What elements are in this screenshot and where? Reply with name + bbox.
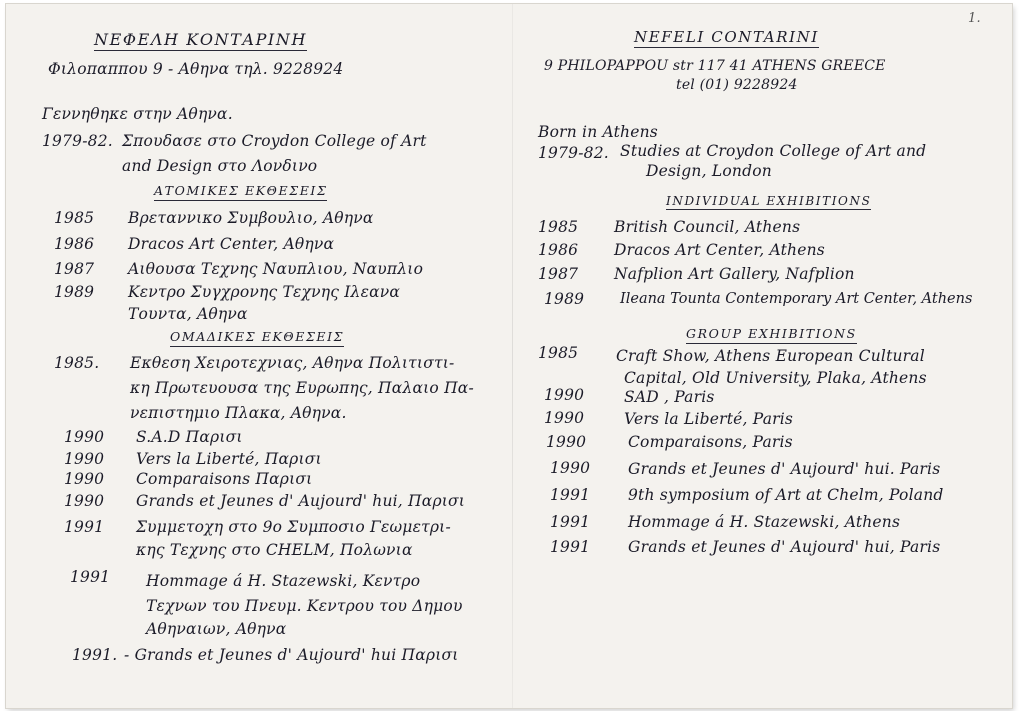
- greek-individual-year: 1985: [54, 209, 95, 227]
- greek-group-entry: Εκθεση Χειροτεχνιας, Αθηνα Πολιτιστι-: [130, 354, 455, 372]
- document-sheet: [6, 4, 1012, 708]
- greek-group-year: 1985.: [54, 354, 100, 372]
- greek-group-year: 1990: [64, 450, 105, 468]
- english-group-heading: GROUP EXHIBITIONS: [686, 328, 857, 344]
- english-individual-entry: British Council, Athens: [614, 218, 801, 236]
- english-group-year: 1990: [546, 433, 587, 451]
- english-study-line-2: Design, London: [646, 162, 772, 180]
- greek-individual-entry: Αιθουσα Τεχνης Ναυπλιου, Ναυπλιο: [128, 260, 424, 278]
- greek-study-line-2: and Design στο Λονδινο: [122, 157, 318, 175]
- greek-group-year: 1990: [64, 428, 105, 446]
- english-group-entry: Craft Show, Athens European Cultural: [616, 347, 925, 365]
- greek-group-entry-cont: κης Τεχνης στο CHELM, Πολωνια: [136, 541, 413, 559]
- english-address-line-1: 9 PHILOPAPPOU str 117 41 ATHENS GREECE: [544, 58, 886, 74]
- english-group-year: 1991: [550, 513, 591, 531]
- greek-group-entry: Συμμετοχη στο 9ο Συμποσιο Γεωμετρι-: [136, 518, 451, 536]
- english-individual-entry: Dracos Art Center, Athens: [614, 241, 825, 259]
- english-address-line-2: tel (01) 9228924: [676, 77, 798, 93]
- greek-individual-year: 1986: [54, 235, 95, 253]
- english-individual-entry: Ileana Tounta Contemporary Art Center, Athens: [620, 291, 973, 307]
- english-name-title: NEFELI CONTARINI: [634, 28, 819, 46]
- greek-born: Γεννηθηκε στην Αθηνα.: [42, 105, 233, 123]
- greek-group-year: 1990: [64, 470, 105, 488]
- english-group-entry: Vers la Liberté, Paris: [624, 410, 794, 428]
- greek-group-entry: Hommage á H. Stazewski, Κεντρο: [146, 572, 421, 590]
- english-group-entry: Grands et Jeunes d' Aujourd' hui. Paris: [628, 460, 941, 478]
- english-study-line-1: Studies at Croydon College of Art and: [620, 142, 927, 160]
- greek-group-year: 1991: [64, 518, 105, 536]
- greek-study-line-1: Σπουδασε στο Croydon College of Art: [122, 132, 427, 150]
- greek-address: Φιλοπαππου 9 - Αθηνα τηλ. 9228924: [48, 60, 344, 78]
- greek-group-entry-cont: νεπιστημιο Πλακα, Αθηνα.: [130, 404, 347, 422]
- english-individual-year: 1989: [544, 290, 585, 308]
- greek-group-entry: - Grands et Jeunes d' Aujourd' hui Παρισι: [124, 646, 459, 664]
- english-individual-entry: Nafplion Art Gallery, Nafplion: [614, 265, 855, 283]
- english-group-entry: 9th symposium of Art at Chelm, Poland: [628, 486, 944, 504]
- greek-group-entry: Comparaisons Παρισι: [136, 470, 313, 488]
- english-born: Born in Athens: [538, 123, 658, 141]
- greek-individual-entry: Dracos Art Center, Αθηνα: [128, 235, 335, 253]
- english-individual-heading: INDIVIDUAL EXHIBITIONS: [666, 194, 872, 208]
- greek-individual-entry: Βρεταννικο Συμβουλιο, Αθηνα: [128, 209, 374, 227]
- greek-group-heading: ΟΜΑΔΙΚΕΣ ΕΚΘΕΣΕΙΣ: [170, 331, 344, 347]
- greek-individual-year: 1989: [54, 283, 95, 301]
- greek-group-entry-cont: Τεχνων του Πνευμ. Κεντρου του Δημου: [146, 597, 463, 615]
- greek-name-title: ΝΕΦΕΛΗ ΚΟΝΤΑΡΙΝΗ: [94, 30, 308, 49]
- greek-group-entry-cont: Αθηναιων, Αθηνα: [146, 620, 287, 638]
- english-study-years: 1979-82.: [538, 144, 609, 162]
- greek-individual-heading: ΑΤΟΜΙΚΕΣ ΕΚΘΕΣΕΙΣ: [154, 185, 327, 201]
- english-group-year: 1985: [538, 344, 579, 362]
- greek-individual-entry-cont: Τουντα, Αθηνα: [128, 305, 248, 323]
- greek-group-entry-cont: κη Πρωτευουσα της Ευρωπης, Παλαιο Πα-: [130, 379, 474, 397]
- page-fold: [512, 4, 513, 708]
- greek-group-year: 1991.: [72, 646, 118, 664]
- english-group-year: 1990: [550, 459, 591, 477]
- english-individual-year: 1987: [538, 265, 579, 283]
- english-group-year: 1991: [550, 486, 591, 504]
- english-individual-year: 1985: [538, 218, 579, 236]
- english-group-entry-cont: Capital, Old University, Plaka, Athens: [624, 369, 927, 387]
- greek-group-entry: Grands et Jeunes d' Aujourd' hui, Παρισι: [136, 492, 466, 510]
- greek-individual-year: 1987: [54, 260, 95, 278]
- english-group-entry: Comparaisons, Paris: [628, 433, 793, 451]
- greek-group-year: 1991: [70, 568, 111, 586]
- english-group-entry: Grands et Jeunes d' Aujourd' hui, Paris: [628, 538, 941, 556]
- english-group-year: 1990: [544, 409, 585, 427]
- page-number: 1.: [968, 11, 981, 26]
- greek-individual-entry: Κεντρο Συγχρονης Τεχνης Ιλεανα: [128, 283, 401, 301]
- english-group-entry: SAD , Paris: [624, 388, 715, 406]
- english-individual-year: 1986: [538, 241, 579, 259]
- greek-group-entry: Vers la Liberté, Παρισι: [136, 450, 322, 468]
- greek-group-year: 1990: [64, 492, 105, 510]
- english-group-year: 1990: [544, 386, 585, 404]
- greek-group-entry: S.A.D Παρισι: [136, 428, 243, 446]
- english-group-entry: Hommage á H. Stazewski, Athens: [628, 513, 901, 531]
- english-group-year: 1991: [550, 538, 591, 556]
- greek-study-years: 1979-82.: [42, 132, 113, 150]
